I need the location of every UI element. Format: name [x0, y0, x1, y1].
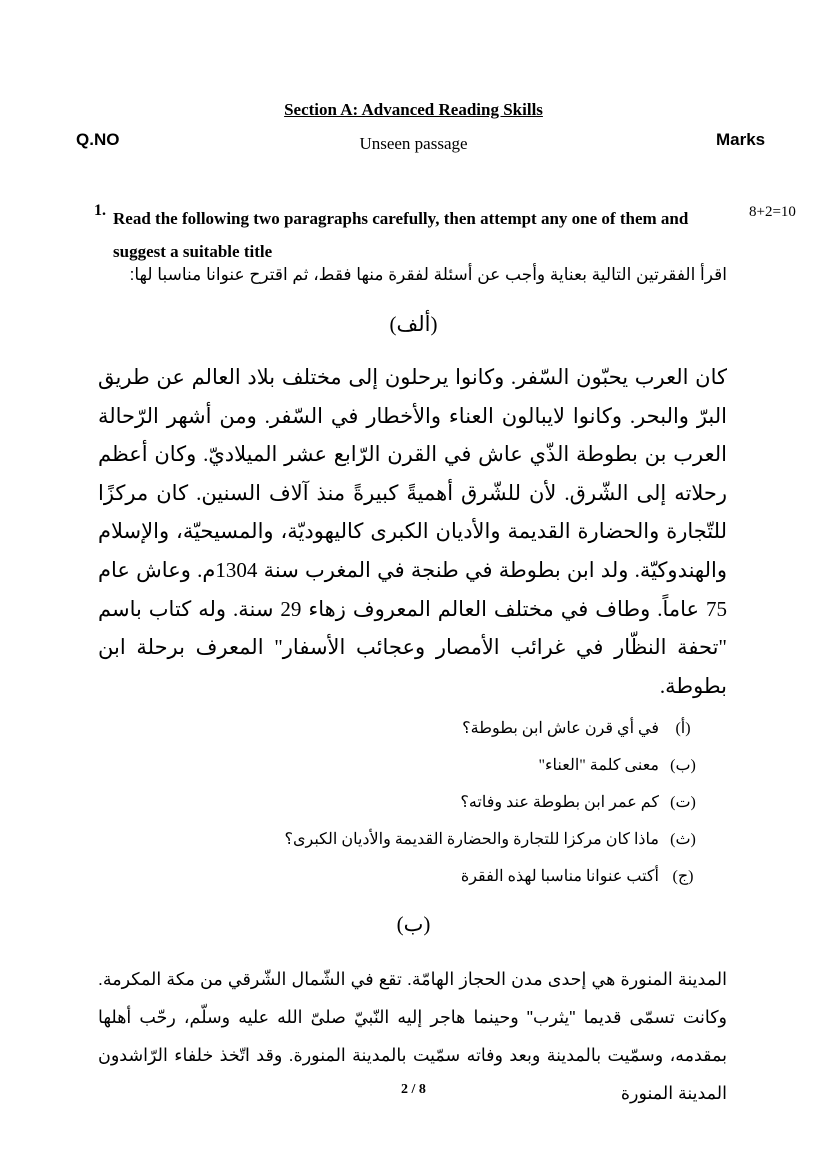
passage-a-questions: [200, 710, 707, 895]
question-text: كم عمر ابن بطوطة عند وفاته؟: [460, 794, 659, 811]
passage-subtitle: Unseen passage: [359, 134, 468, 153]
question-instruction-english: Read the following two paragraphs carefully, then attempt any one of them and suggest a suitable title: [113, 209, 689, 261]
question-text: معنى كلمة "العناء": [538, 757, 659, 774]
list-item: [200, 710, 707, 747]
passage-b-text: المدينة المنورة هي إحدى مدن الحجاز الهامّة. تقع في الشّمال الشّرقي من مكة المكرمة. وكانت تسمّى قديما "يثرب" وحينما هاجر إليه النّبيّ صلىّ الله عليه وسلّم، رحّب أهلها بمقدمه، وسمّيت بالمدينة وبعد وفاته سمّيت بالمدينة المنورة. وقد اتّخذ خلفاء الرّاشدون المدينة المنورة: [98, 969, 727, 1103]
section-title: Section A: Advanced Reading Skills: [284, 100, 543, 119]
passage-b-label: (ب): [396, 912, 431, 936]
marks-column-header: Marks: [716, 130, 766, 149]
passage-a-label: (ألف): [389, 312, 438, 336]
list-item: [200, 821, 707, 858]
list-item: [200, 858, 707, 895]
question-marks: 8+2=10: [749, 204, 796, 220]
question-label: (ت): [670, 794, 696, 811]
question-text: أكتب عنوانا مناسبا لهذه الفقرة: [460, 868, 659, 885]
question-label: (ث): [670, 831, 696, 848]
question-text: ماذا كان مركزا للتجارة والحضارة القديمة والأديان الكبرى؟: [284, 831, 659, 848]
list-item: [200, 747, 707, 784]
question-number: 1.: [94, 202, 106, 219]
list-item: [200, 784, 707, 821]
question-label: (أ): [675, 720, 691, 737]
qno-column-header: Q.NO: [76, 130, 120, 149]
question-instruction-arabic: اقرأ الفقرتين التالية بعناية وأجب عن أسئلة لفقرة منها فقط، ثم اقترح عنوانا مناسبا لها:: [129, 265, 727, 284]
page-number: 2 / 8: [401, 1082, 426, 1097]
question-label: (ج): [672, 868, 694, 885]
question-label: (ب): [670, 757, 696, 774]
question-text: في أي قرن عاش ابن بطوطة؟: [462, 720, 659, 737]
passage-a-text: كان العرب يحبّون السّفر. وكانوا يرحلون إلى مختلف بلاد العالم عن طريق البرّ والبحر. وكانوا لايبالون العناء والأخطار في السّفر. ومن أشهر الرّحالة العرب بن بطوطة الذّي عاش في القرن الرّابع عشر الميلاديّ. وكان أعظم رحلاته إلى الشّرق. لأن للشّرق أهميةً كبيرةً منذ آلاف السنين. كان مركزًا للتّجارة والحضارة القديمة والأديان الكبرى كاليهوديّة، والمسيحيّة، والإسلام والهندوكيّة. ولد ابن بطوطة في طنجة في المغرب سنة 1304م. وعاش عام 75 عاماً. وطاف في مختلف العالم المعروف زهاء 29 سنة. وله كتاب باسم "تحفة النظّار في غرائب الأمصار وعجائب الأسفار" المعرف برحلة ابن بطوطة.: [98, 365, 727, 698]
